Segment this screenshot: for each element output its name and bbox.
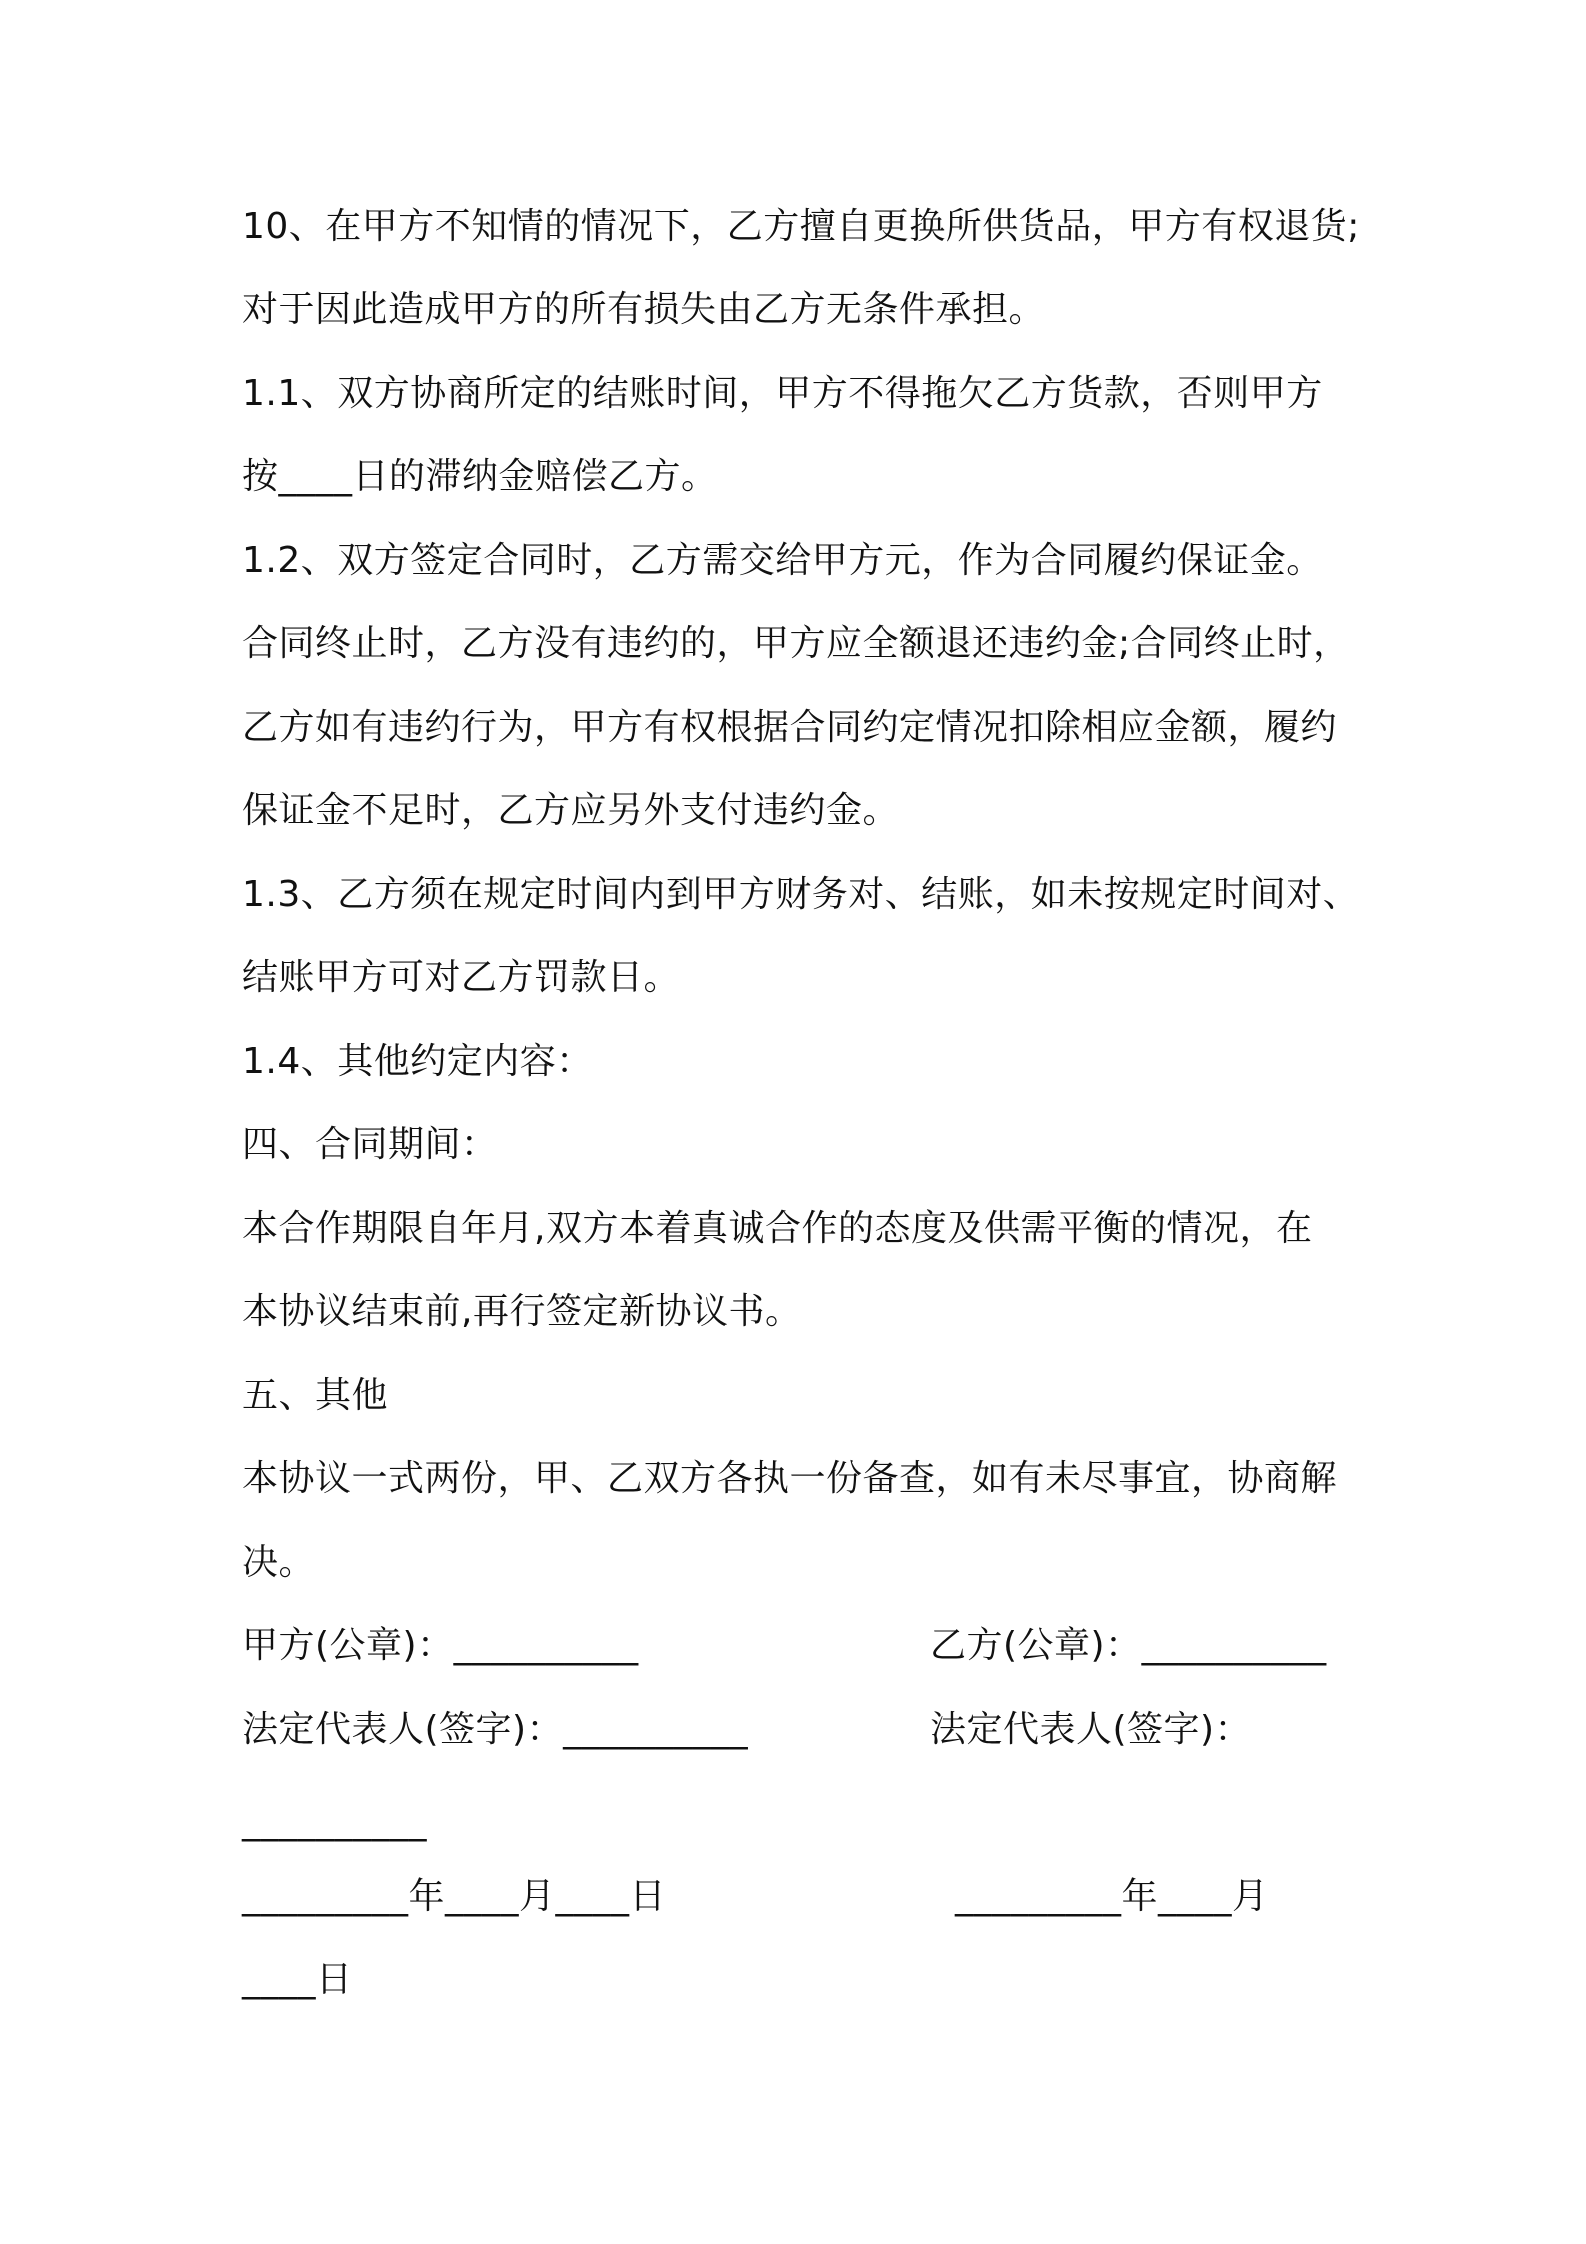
party-a-date-line: _________年____月____日 [242,1876,666,1917]
party-b-date-line: _________年____月 [955,1876,1269,1917]
party-b-date-day: ____日 [242,1959,353,2000]
section-5-heading: 五、其他 [242,1375,389,1416]
party-b-representative-blank: __________ [242,1801,427,1842]
clause-1-4: 1.4、其他约定内容： [242,1041,593,1082]
party-b-seal-line: 乙方(公章)：__________ [930,1625,1327,1666]
clause-10-line-2: 对于因此造成甲方的所有损失由乙方无条件承担。 [242,289,1046,330]
party-a-representative-line: 法定代表人(签字)：__________ [242,1709,749,1750]
party-a-seal-line: 甲方(公章)：__________ [242,1625,639,1666]
clause-1-2-line-2: 合同终止时，乙方没有违约的，甲方应全额退还违约金;合同终止时， [242,623,1350,664]
clause-1-1-line-2: 按____日的滞纳金赔偿乙方。 [242,456,718,497]
clause-1-3-line-2: 结账甲方可对乙方罚款日。 [242,957,681,998]
section-4-heading: 四、合同期间： [242,1124,498,1165]
clause-1-3-line-1: 1.3、乙方须在规定时间内到甲方财务对、结账，如未按规定时间对、 [242,874,1360,915]
clause-1-1-line-1: 1.1、双方协商所定的结账时间，甲方不得拖欠乙方货款，否则甲方 [242,373,1323,414]
section-5-line-2: 决。 [242,1542,316,1583]
section-5-line-1: 本协议一式两份，甲、乙双方各执一份备查，如有未尽事宜，协商解 [242,1458,1338,1499]
section-4-line-1: 本合作期限自年月,双方本着真诚合作的态度及供需平衡的情况，在 [242,1208,1313,1249]
clause-1-2-line-4: 保证金不足时，乙方应另外支付违约金。 [242,790,900,831]
party-b-representative-line: 法定代表人(签字)： [930,1709,1252,1750]
clause-10-line-1: 10、在甲方不知情的情况下，乙方擅自更换所供货品，甲方有权退货; [242,206,1360,247]
section-4-line-2: 本协议结束前,再行签定新协议书。 [242,1291,802,1332]
clause-1-2-line-3: 乙方如有违约行为，甲方有权根据合同约定情况扣除相应金额，履约 [242,707,1338,748]
clause-1-2-line-1: 1.2、双方签定合同时，乙方需交给甲方元，作为合同履约保证金。 [242,540,1323,581]
